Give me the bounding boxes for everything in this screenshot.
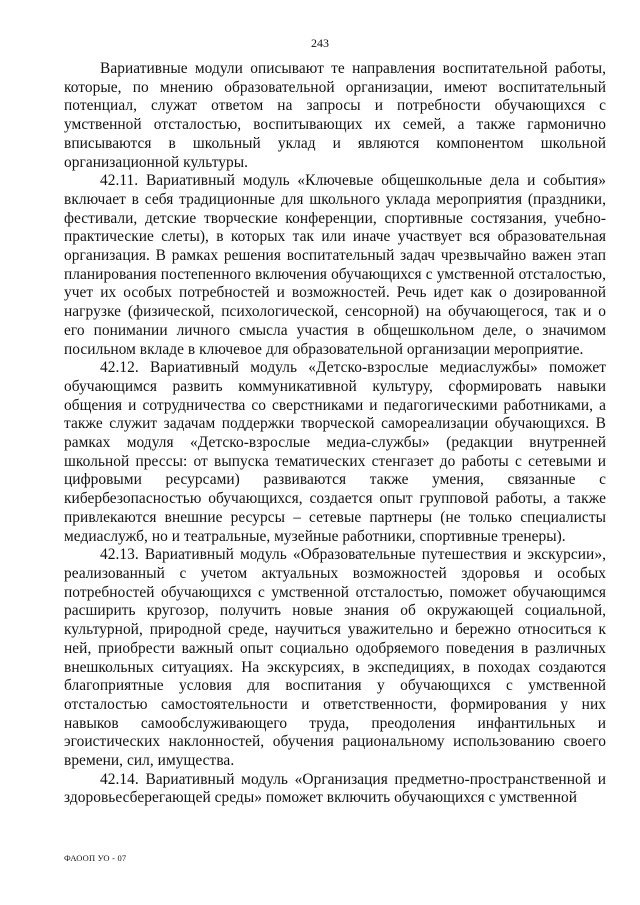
document-body	[64, 60, 606, 808]
paragraph-42-13: 42.13. Вариативный модуль «Образовательные путешествия и экскурсии», реализованный с учетом актуальных возможностей здоровья и особых потребностей обучающихся с умственной отсталостью, поможет обучающимся расширить кругозор, получить новые знания об окружающей социальной, культурной, природной среде, научиться уважительно и бережно относиться к ней, приобрести важный опыт социально одобряемого поведения в различных внешкольных ситуациях. На экскурсиях, в экспедициях, в походах создаются благоприятные условия для воспитания у обучающихся с умственной отсталостью самостоятельности и ответственности, формирования у них навыков самообслуживающего труда, преодоления инфантильных и эгоистических наклонностей, обучения рациональному использованию своего времени, сил, имущества.	[64, 546, 606, 770]
paragraph-variative-modules-intro: Вариативные модули описывают те направления воспитательной работы, которые, по мнению образовательной организации, имеют воспитательный потенциал, служат ответом на запросы и потребности обучающихся с умственной отсталостью, воспитывающих их семей, а также гармонично вписываются в школьный уклад и являются компонентом школьной организационной культуры.	[64, 60, 606, 171]
paragraph-42-11: 42.11. Вариативный модуль «Ключевые общешкольные дела и события» включает в себя традиционные для школьного уклада мероприятия (праздники, фестивали, детские творческие конференции, спортивные состязания, учебно-практические слеты), в которых так или иначе участвует вся образовательная организация. В рамках решения воспитательный задач чрезвычайно важен этап планирования постепенного включения обучающихся с умственной отсталостью, учет их особых потребностей и возможностей. Речь идет как о дозированной нагрузке (физической, психологической, сенсорной) на обучающегося, так и о его понимании личного смысла участия в общешкольном деле, о значимом посильном вкладе в ключевое для образовательной организации мероприятие.	[64, 172, 606, 358]
footer-code: ФАООП УО - 07	[64, 853, 127, 863]
page-number: 243	[311, 36, 329, 50]
paragraph-42-14: 42.14. Вариативный модуль «Организация предметно-пространственной и здоровьесберегающей среды» поможет включить обучающихся с умственной	[64, 770, 606, 807]
paragraph-42-12: 42.12. Вариативный модуль «Детско-взрослые медиаслужбы» поможет обучающимся развить коммуникативной культуру, сформировать навыки общения и сотрудничества со сверстниками и педагогическими работниками, а также служит задачам поддержки творческой самореализации обучающихся. В рамках модуля «Детско-взрослые медиа-службы» (редакции внутренней школьной прессы: от выпуска тематических стенгазет до работы с сетевыми и цифровыми ресурсами) развиваются также умения, связанные с кибербезопасностью обучающихся, создается опыт групповой работы, а также привлекаются внешние ресурсы – сетевые партнеры (не только специалисты медиаслужб, но и театральные, музейные работники, спортивные тренеры).	[64, 359, 606, 545]
